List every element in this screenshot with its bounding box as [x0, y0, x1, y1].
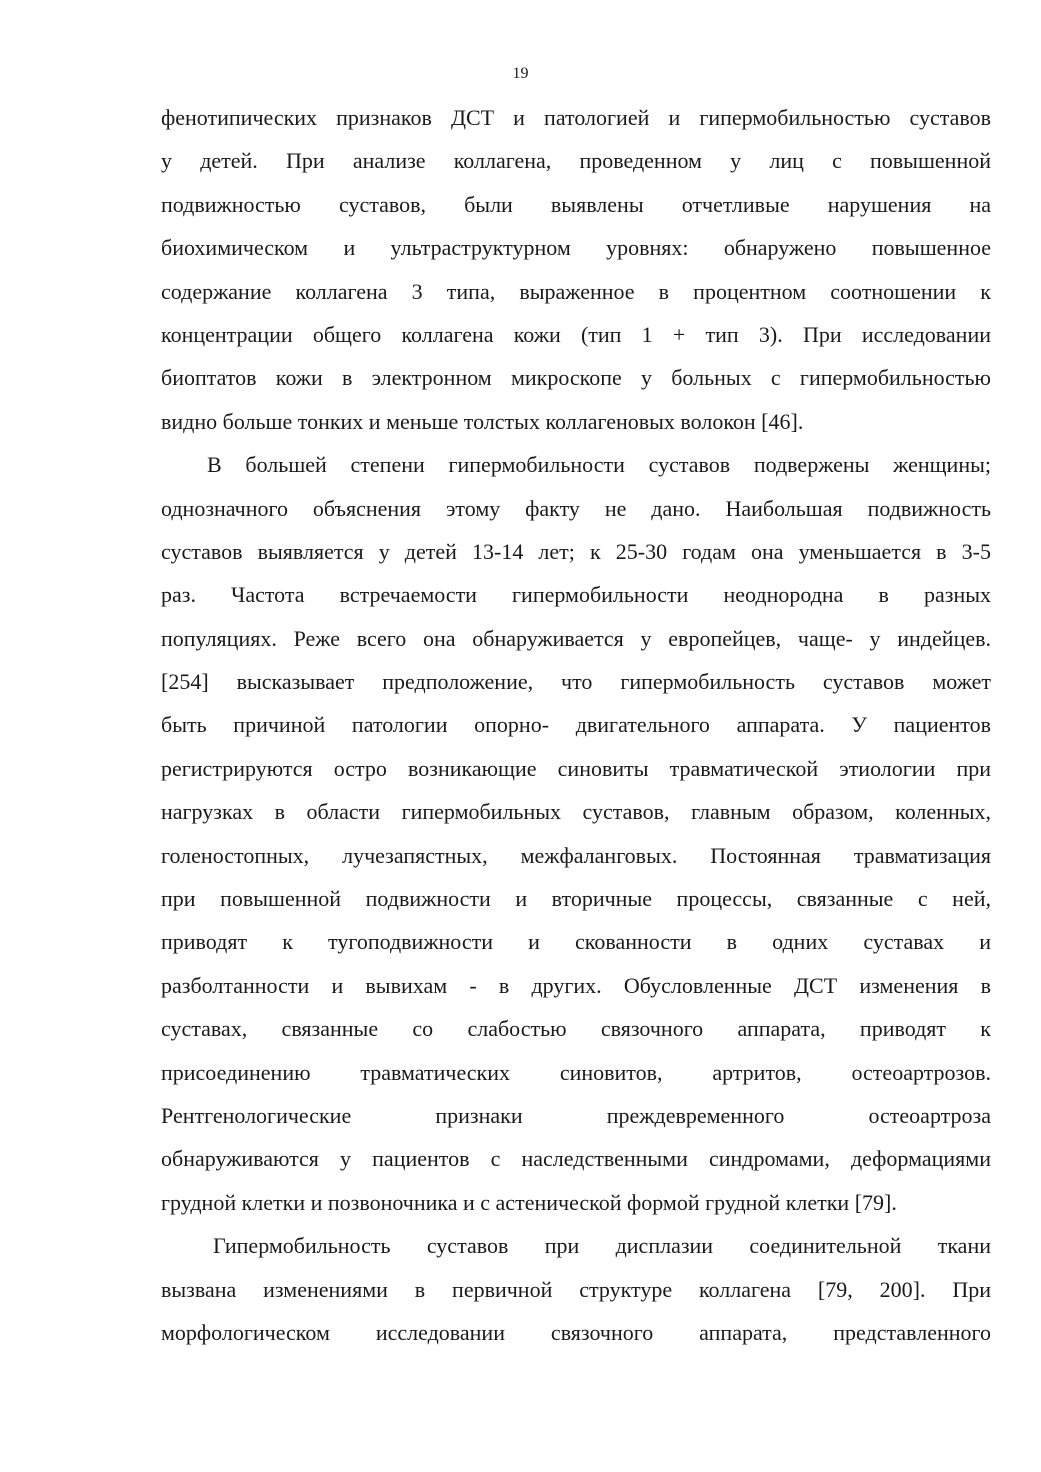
text-line: морфологическом исследовании связочного аппарата, представленного [161, 1319, 991, 1345]
text-line: вызвана изменениями в первичной структуре коллагена [79, 200]. При [161, 1276, 991, 1302]
text-line: грудной клетки и позвоночника и с астенической формой грудной клетки [79]. [161, 1189, 897, 1215]
text-line: суставах, связанные со слабостью связочного аппарата, приводят к [161, 1016, 991, 1042]
text-line: В большей степени гипермобильности суставов подвержены женщины; [207, 452, 991, 478]
text-line: приводят к тугоподвижности и скованности в одних суставах и [161, 929, 991, 955]
text-line: при повышенной подвижности и вторичные процессы, связанные с ней, [161, 886, 991, 912]
text-body [161, 96, 991, 1354]
text-line: у детей. При анализе коллагена, проведенном у лиц с повышенной [161, 148, 991, 174]
text-line: обнаруживаются у пациентов с наследственными синдромами, деформациями [161, 1146, 991, 1172]
text-line: подвижностью суставов, были выявлены отчетливые нарушения на [161, 191, 991, 217]
text-line: нагрузках в области гипермобильных суставов, главным образом, коленных, [161, 799, 991, 825]
text-line: Гипермобильность суставов при дисплазии соединительной ткани [213, 1233, 991, 1259]
text-line: содержание коллагена 3 типа, выраженное в процентном соотношении к [161, 278, 991, 304]
text-line: [254] высказывает предположение, что гипермобильность суставов может [161, 669, 991, 695]
text-line: Рентгенологические признаки преждевременного остеоартроза [161, 1102, 991, 1128]
text-line: раз. Частота встречаемости гипермобильности неоднородна в разных [161, 582, 991, 608]
text-line: биоптатов кожи в электронном микроскопе у больных с гипермобильностью [161, 365, 991, 391]
page-number: 19 [512, 65, 529, 82]
text-line: фенотипических признаков ДСТ и патологией и гипермобильностью суставов [161, 105, 991, 130]
text-line: присоединению травматических синовитов, артритов, остеоартрозов. [161, 1059, 991, 1085]
text-line: концентрации общего коллагена кожи (тип 1 + тип 3). При исследовании [161, 321, 991, 347]
paragraph-2 [161, 443, 991, 1224]
text-line: суставов выявляется у детей 13-14 лет; к 25-30 годам она уменьшается в 3-5 [161, 538, 991, 564]
paragraph-1 [161, 96, 991, 443]
text-line: регистрируются остро возникающие синовиты травматической этиологии при [161, 755, 991, 781]
text-line: быть причиной патологии опорно- двигательного аппарата. У пациентов [161, 712, 991, 738]
text-line: видно больше тонких и меньше толстых коллагеновых волокон [46]. [161, 408, 804, 434]
paragraph-3 [161, 1224, 991, 1354]
text-line: голеностопных, лучезапястных, межфаланговых. Постоянная травматизация [161, 842, 991, 868]
text-line: разболтанности и вывихам - в других. Обусловленные ДСТ изменения в [161, 972, 991, 998]
text-line: популяциях. Реже всего она обнаруживается у европейцев, чаще- у индейцев. [161, 625, 991, 651]
text-line: однозначного объяснения этому факту не дано. Наибольшая подвижность [161, 495, 991, 521]
text-line: биохимическом и ультраструктурном уровнях: обнаружено повышенное [161, 235, 991, 261]
